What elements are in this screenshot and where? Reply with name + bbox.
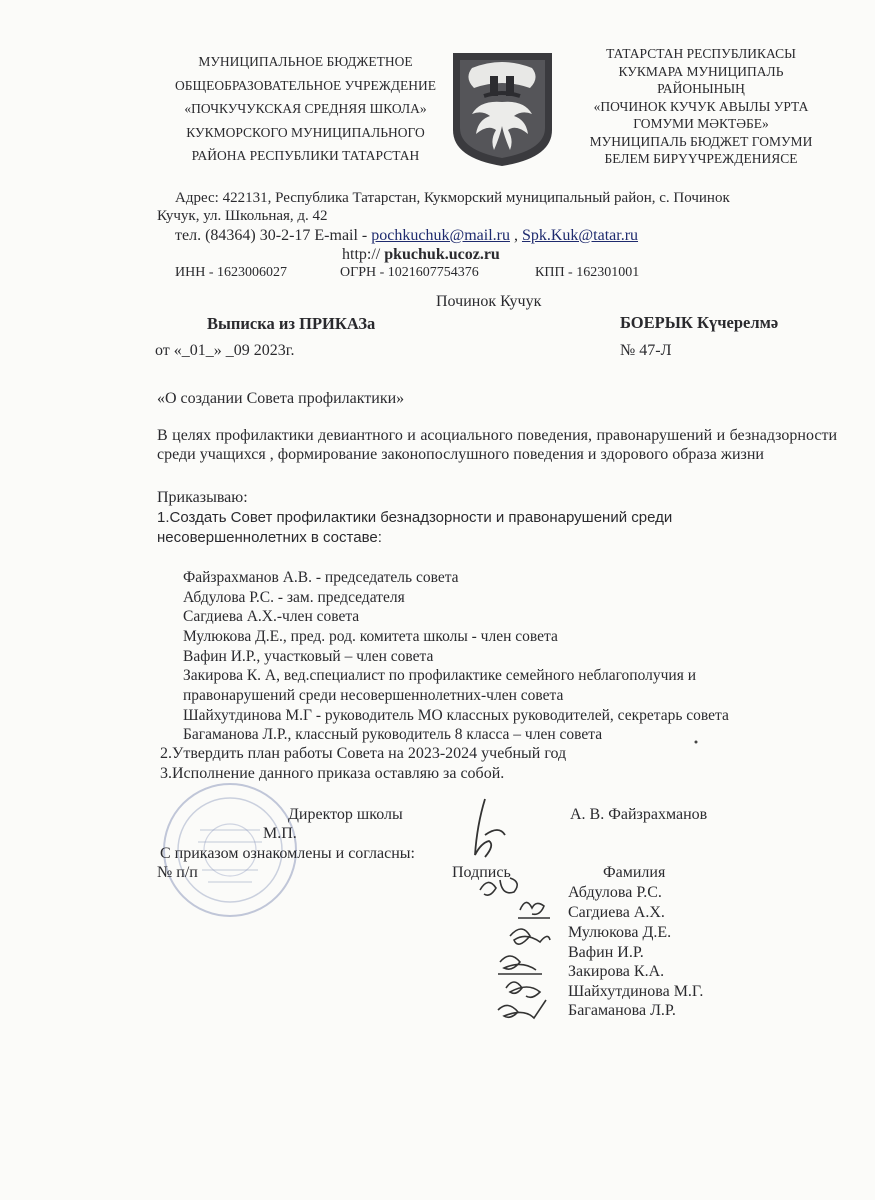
ogrn-text: ОГРН - 1021607754376	[340, 265, 479, 280]
member-line: Файзрахманов А.В. - председатель совета	[183, 569, 459, 586]
header-right-line: МУНИЦИПАЛЬ БЮДЖЕТ ГОМУМИ	[589, 133, 813, 149]
col-number-header: № п/п	[157, 864, 198, 881]
header-left-line: РАЙОНА РЕСПУБЛИКИ ТАТАРСТАН	[191, 148, 420, 163]
school-emblem-icon	[450, 50, 555, 168]
address-line-2: Кучук, ул. Школьная, д. 42	[157, 208, 328, 224]
address-line-1: Адрес: 422131, Республика Татарстан, Кукморский муниципальный район, с. Починок	[175, 190, 730, 206]
header-right-line: БЕЛЕМ БИРҮҮЧРЕЖДЕНИЯСЕ	[604, 151, 798, 166]
header-left-line: КУКМОРСКОГО МУНИЦИПАЛЬНОГО	[186, 124, 425, 140]
member-line: Мулюкова Д.Е., пред. род. комитета школы - член совета	[183, 628, 558, 645]
header-left-line: «ПОЧКУЧУКСКАЯ СРЕДНЯЯ ШКОЛА»	[184, 101, 427, 116]
email-link-1[interactable]: pochkuchuk@mail.ru	[371, 227, 510, 244]
order-date: от «_01_» _09 2023г.	[155, 342, 295, 359]
signer-name: Шайхутдинова М.Г.	[568, 983, 704, 1000]
member-line: Закирова К. А, вед.специалист по профилактике семейного неблагополучия и	[183, 667, 697, 684]
signer-name: Закирова К.А.	[568, 963, 665, 980]
header-left-line: МУНИЦИПАЛЬНОЕ БЮДЖЕТНОЕ	[198, 54, 413, 69]
col-signature-header: Подпись	[452, 864, 511, 881]
seal-mark: М.П.	[263, 825, 297, 842]
item-1-line-1: 1.Создать Совет профилактики безнадзорности и правонарушений среди	[157, 509, 673, 526]
member-line: Вафин И.Р., участковый – член совета	[183, 648, 434, 665]
director-signature-icon	[455, 795, 515, 865]
acquaintance-heading: С приказом ознакомлены и согласны:	[160, 845, 415, 862]
website-link[interactable]: pkuchuk.ucoz.ru	[384, 246, 500, 263]
kpp-text: КПП - 162301001	[535, 265, 640, 280]
item-2: 2.Утвердить план работы Совета на 2023-2024 учебный год	[160, 745, 567, 762]
email-separator: ,	[509, 227, 522, 244]
member-line: Абдулова Р.С. - зам. председателя	[183, 589, 405, 606]
member-line: правонарушений среди несовершеннолетних-член совета	[183, 687, 564, 704]
phone-email-line	[175, 227, 638, 245]
member-line: Шайхутдинова М.Г - руководитель МО классных руководителей, секретарь совета	[183, 707, 729, 724]
item-3: 3.Исполнение данного приказа оставляю за собой.	[160, 765, 505, 782]
handwritten-signatures-icon	[470, 870, 570, 1030]
header-right-line: РАЙОНЫНЫҢ	[657, 81, 745, 96]
website-line	[342, 246, 500, 264]
order-subject: «О создании Совета профилактики»	[157, 390, 405, 407]
header-right-line: ТАТАРСТАН РЕСПУБЛИКАСЫ	[606, 46, 796, 61]
intro-paragraph: В целях профилактики девиантного и асоциального поведения, правонарушений и безнадзорности среди учащихся , формирование законопослушного поведения и здорового образа жизни	[157, 427, 837, 463]
director-name: А. В. Файзрахманов	[570, 806, 708, 823]
order-number: № 47-Л	[620, 342, 672, 359]
director-role: Директор школы	[288, 806, 403, 823]
item-1-line-2: несовершеннолетних в составе:	[157, 529, 382, 546]
place-name: Починок Кучук	[436, 293, 542, 310]
member-line: Сагдиева А.Х.-член совета	[183, 608, 360, 625]
email-link-2[interactable]: Spk.Kuk@tatar.ru	[521, 227, 639, 244]
website-prefix: http://	[342, 246, 385, 263]
inn-text: ИНН - 1623006027	[175, 265, 287, 280]
header-right-line: «ПОЧИНОК КУЧУК АВЫЛЫ УРТА	[593, 98, 809, 114]
member-line: Багаманова Л.Р., классный руководитель 8 класса – член совета	[183, 726, 603, 743]
header-left-line: ОБЩЕОБРАЗОВАТЕЛЬНОЕ УЧРЕЖДЕНИЕ	[174, 77, 436, 93]
signer-name: Мулюкова Д.Е.	[568, 924, 672, 941]
header-left-block	[168, 50, 443, 168]
stray-marks-icon	[690, 720, 860, 1040]
col-name-header: Фамилия	[603, 864, 666, 881]
header-right-block	[566, 45, 836, 168]
phone-text: тел. (84364) 30-2-17 E-mail -	[175, 227, 372, 244]
orders-word: Приказываю:	[157, 489, 248, 506]
order-title-tt: БОЕРЫК Күчерелмә	[620, 313, 779, 332]
signer-name: Вафин И.Р.	[568, 944, 644, 961]
signer-name: Сагдиева А.Х.	[568, 904, 665, 921]
signer-name: Багаманова Л.Р.	[568, 1002, 676, 1019]
order-title-ru: Выписка из ПРИКАЗа	[207, 314, 376, 333]
signer-name: Абдулова Р.С.	[568, 884, 662, 901]
header-right-line: КУКМАРА МУНИЦИПАЛЬ	[618, 63, 784, 79]
header-right-line: ГОМУМИ МӘКТӘБЕ»	[633, 116, 769, 131]
